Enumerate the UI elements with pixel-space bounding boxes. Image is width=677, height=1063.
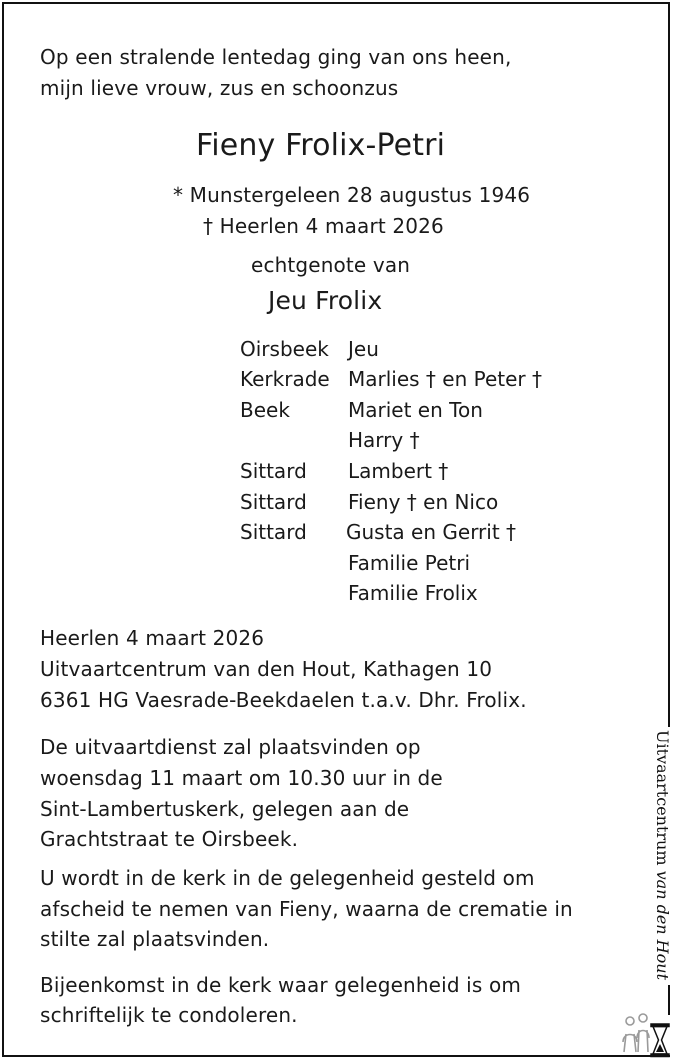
family-names: Jeu bbox=[348, 337, 379, 361]
address-line-2: Uitvaartcentrum van den Hout, Kathagen 10 bbox=[40, 657, 493, 681]
service-line-2: woensdag 11 maart om 10.30 uur in de bbox=[40, 766, 443, 790]
intro-line-1: Op een stralende lentedag ging van ons heen, bbox=[40, 45, 512, 69]
address-line-1: Heerlen 4 maart 2026 bbox=[40, 626, 265, 650]
deceased-name: Fieny Frolix-Petri bbox=[196, 128, 446, 163]
family-place: Sittard bbox=[240, 459, 307, 483]
condolence-line-1: Bijeenkomst in de kerk waar gelegenheid is om bbox=[40, 973, 521, 997]
family-names: Marlies † en Peter † bbox=[348, 367, 543, 391]
address-line-3: 6361 HG Vaesrade-Beekdaelen t.a.v. Dhr. Frolix. bbox=[40, 688, 527, 712]
intro-line-2: mijn lieve vrouw, zus en schoonzus bbox=[40, 76, 399, 100]
family-names: Mariet en Ton bbox=[348, 398, 483, 422]
family-names: Familie Frolix bbox=[348, 581, 478, 605]
family-names: Lambert † bbox=[348, 459, 449, 483]
family-place: Sittard bbox=[240, 520, 307, 544]
condolence-line-2: schriftelijk te condoleren. bbox=[40, 1003, 298, 1027]
funeral-home-prefix: Uitvaartcentrum bbox=[653, 730, 672, 871]
family-names: Harry † bbox=[348, 428, 420, 452]
cremation-line-2: afscheid te nemen van Fieny, waarna de crematie in bbox=[40, 897, 573, 921]
family-list bbox=[240, 334, 640, 614]
family-names: Familie Petri bbox=[348, 551, 471, 575]
service-line-1: De uitvaartdienst zal plaatsvinden op bbox=[40, 735, 421, 759]
family-place: Kerkrade bbox=[240, 367, 330, 391]
funeral-home-suffix: van den Hout bbox=[653, 870, 672, 980]
spouse-name: Jeu Frolix bbox=[268, 286, 383, 315]
service-line-4: Grachtstraat te Oirsbeek. bbox=[40, 827, 299, 851]
service-line-3: Sint-Lambertuskerk, gelegen aan de bbox=[40, 797, 410, 821]
family-names: Fieny † en Nico bbox=[348, 490, 499, 514]
funeral-home-sidebar bbox=[650, 730, 674, 990]
cremation-line-3: stilte zal plaatsvinden. bbox=[40, 927, 270, 951]
people-hourglass-icon bbox=[618, 1012, 674, 1058]
family-names: Gusta en Gerrit † bbox=[346, 520, 517, 544]
birth-line: * Munstergeleen 28 augustus 1946 bbox=[173, 183, 531, 207]
funeral-home-name bbox=[653, 730, 672, 980]
family-place: Oirsbeek bbox=[240, 337, 329, 361]
family-place: Sittard bbox=[240, 490, 307, 514]
card-border-right bbox=[668, 2, 670, 727]
cremation-line-1: U wordt in de kerk in de gelegenheid gesteld om bbox=[40, 866, 535, 890]
family-place: Beek bbox=[240, 398, 290, 422]
death-line: † Heerlen 4 maart 2026 bbox=[203, 214, 444, 238]
relation-label: echtgenote van bbox=[251, 253, 411, 277]
